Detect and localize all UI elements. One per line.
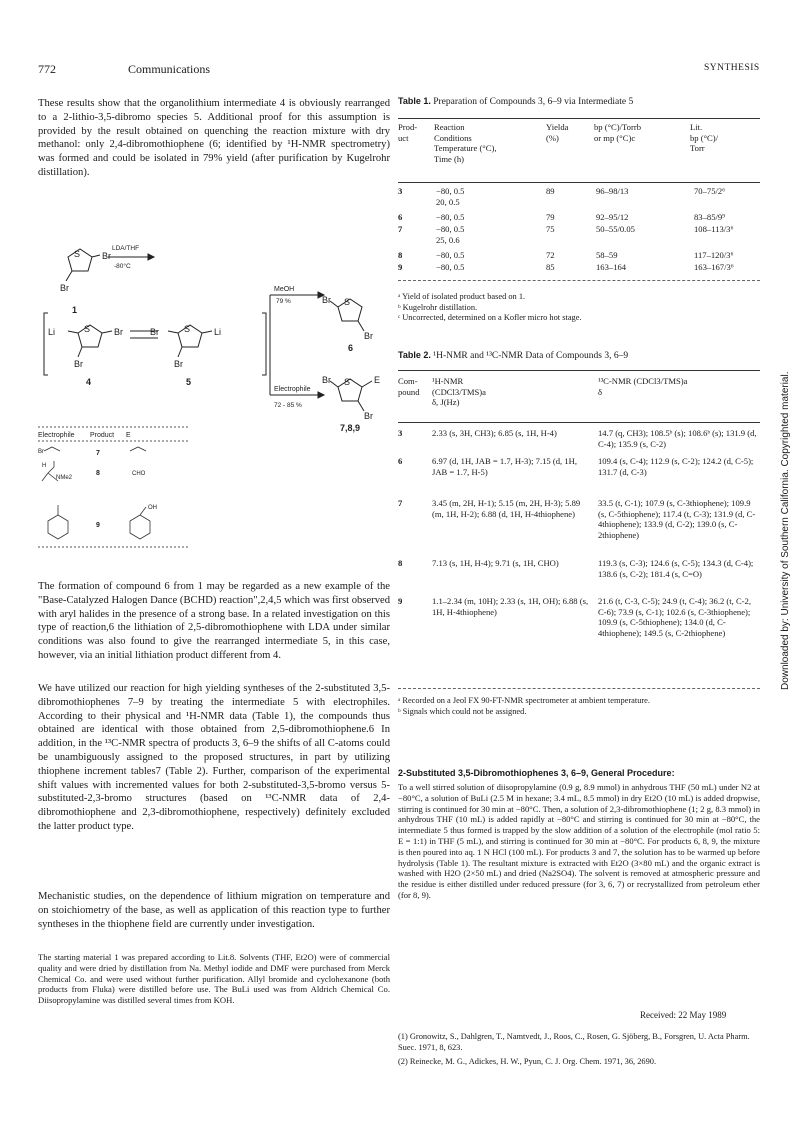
- table1-header-bp: bp (°C)/Torrb or mp (°C)c: [594, 122, 641, 143]
- reference-1: (1) Gronowitz, S., Dahlgren, T., Namtvedt, J., Roos, C., Rosen, G. Sjöberg, B., Forsgren, U. Acta Pharm. Suec. 1971, 8, 623.: [398, 1032, 750, 1052]
- section-title: Communications: [128, 62, 210, 76]
- table1-caption: Table 1. Preparation of Compounds 3, 6–9 via Intermediate 5: [398, 96, 634, 107]
- compound-label-789: 7,8,9: [340, 423, 361, 433]
- svg-text:LDA/THF: LDA/THF: [112, 245, 140, 252]
- reference-2: (2) Reinecke, M. G., Adickes, H. W., Pyun, C. J. Org. Chem. 1971, 36, 2690.: [398, 1057, 657, 1066]
- download-notice: Downloaded by: University of Southern California. Copyrighted material.: [780, 371, 791, 690]
- body-paragraph-2: The formation of compound 6 from 1 may be regarded as a new example of the "Base-Catalyzed Halogen Dance (BCHD) reaction",2,4,5 which was first observed with aryl halides in the presence of a strong base. In a related investigation on this type of reaction,6 the lithiation of 2,5-dibromothiophene with LDA under similar conditions was also found to give the rearranged intermediate 5, in this case, however, via an initial lithiation product different from 4.: [38, 581, 390, 661]
- procedure-heading: 2-Substituted 3,5-Dibromothiophenes 3, 6–9, General Procedure:: [398, 768, 675, 778]
- svg-text:Br: Br: [322, 295, 331, 305]
- reaction-scheme: [38, 235, 390, 555]
- compound-label-1: 1: [72, 305, 78, 315]
- svg-text:H: H: [42, 463, 47, 469]
- svg-text:Br: Br: [60, 283, 69, 293]
- table-row: 8 −80, 0.5 72 58–59 117–120/3⁶: [398, 250, 734, 260]
- references: [398, 1032, 760, 1068]
- svg-text:Br: Br: [364, 331, 373, 341]
- table-row: 7 −80, 0.5 25, 0.6 75 50–55/0.05 108–113/3⁶: [398, 224, 734, 245]
- svg-text:Li: Li: [214, 327, 222, 337]
- table1-header-conditions: Reaction Conditions Temperature (°C), Time (h): [434, 122, 497, 164]
- table-row: 3 −80, 0.5 20, 0.5 89 96–98/13 70–75/2⁶: [398, 186, 726, 207]
- svg-text:S: S: [344, 297, 351, 307]
- compound-label-5: 5: [186, 377, 192, 387]
- table2-header: [398, 376, 760, 416]
- table2-header-compound: Com- pound: [398, 376, 420, 397]
- table-row: 6 −80, 0.5 79 92–95/12 83–85/9⁹: [398, 212, 726, 222]
- compound-label-4: 4: [86, 377, 92, 387]
- svg-text:Li: Li: [48, 327, 56, 337]
- svg-text:MeOH: MeOH: [274, 286, 295, 293]
- body-paragraph-3: We have utilized our reaction for high yielding syntheses of the 2-substituted 3,5-dibromothiophenes 7–9 by treating the intermediate 5 with electrophiles. According to their physical and ¹H-NMR data (Table 1), the compounds thus obtained are identical with those obtained from 2,5-dibromothiophene.6 In addition, in the ¹³C-NMR spectra of products 3, 6–9 the shifts of all C-atoms could be unambiguously assigned to the proposed structures, in part by utilizing thiophene increment tables7 (Table 2). Further, comparison of the experimental shift values with incremented values for both 2-substituted-3,5-bromo versus 5-substituted-2,3-bromo structures (based on ¹³C-NMR data of 2,4-dibromothiophene and 2,3-dibromothiophene, respectively) definitely excluded the latter product type.: [38, 683, 390, 832]
- svg-text:Br: Br: [38, 449, 44, 455]
- page-number: 772: [38, 62, 56, 76]
- table-row: 8 7.13 (s, 1H, H-4); 9.71 (s, 1H, CHO) 119.3 (s, C-3); 124.6 (s, C-5); 134.3 (d, C-4); 138.6 (s, C-2); 181.4 (s, C=O): [398, 558, 754, 579]
- svg-text:9: 9: [96, 522, 100, 529]
- table-row: 3 2.33 (s, 3H, CH3); 6.85 (s, 1H, H-4) 14.7 (q, CH3); 108.5ᵇ (s); 108.6ᵇ (s); 131.9 (d, C-4); 135.9 (s, C-2): [398, 428, 757, 449]
- svg-text:Electrophile: Electrophile: [274, 386, 311, 393]
- table1-header-lit: Lit. bp (°C)/ Torr: [690, 122, 719, 154]
- svg-text:Br: Br: [174, 359, 183, 369]
- svg-text:Br: Br: [150, 327, 159, 337]
- table-row: 7 3.45 (m, 2H, H-1); 5.15 (m, 2H, H-3); 5.89 (m, 1H, H-2); 6.88 (d, 1H, H-4thiophene) 33.5 (t, C-1); 107.9 (s, C-3thiophene); 109.9 (s, C-5thiophene); 117.4 (t, C-3); 131.9 (d, C-4thiophene); 133.9 (d, C-2); 139.0 (s, C-2thiophene): [398, 498, 756, 540]
- table2-header-1h: ¹H-NMR (CDCl3/TMS)a δ, J(Hz): [432, 376, 486, 408]
- svg-text:7: 7: [96, 450, 100, 457]
- table-row: 9 −80, 0.5 85 163–164 163–167/3⁶: [398, 262, 734, 272]
- table2-body: [398, 428, 760, 682]
- body-paragraph-1: These results show that the organolithium intermediate 4 is obviously rearranged to a 2-lithio-3,5-dibromo species 5. Additional proof for this assumption is provided by the result obtained on quenching the reaction mixture with dry methanol: only 2,4-dibromothiophene (6; identified by ¹H-NMR spectrometry) was formed and could be isolated in 79% yield (after purification by Kugelrohr distillation).: [38, 98, 390, 178]
- svg-text:S: S: [344, 377, 351, 387]
- svg-text:-80°C: -80°C: [114, 263, 131, 270]
- svg-text:Br: Br: [74, 359, 83, 369]
- svg-text:Br: Br: [322, 375, 331, 385]
- table-row: 9 1.1–2.34 (m, 10H); 2.33 (s, 1H, OH); 6.88 (s, 1H, H-4thiophene) 21.6 (t, C-3, C-5); 24.9 (t, C-4); 36.2 (t, C-2, C-6); 73.9 (s, C-1); 102.6 (s, C-3thiophene); 109.9 (s, C-5thiophene); 134.0 (d, C-4thiophene); 149.5 (s, C-2thiophene): [398, 596, 752, 638]
- procedure-text: To a well stirred solution of diisopropylamine (0.9 g, 8.9 mmol) in anhydrous THF (50 mL) under N2 at −80°C, a solution of BuLi (2.5 M in hexane; 3.4 mL, 8.5 mmol) in dry Et2O (10 mL) is added dropwise, stirring is continued for 30 min at −80°C. Then, a solution of 2,3-dibromothiophene (1; 2 g, 8.3 mmol) in anhydrous THF (10 mL) is added rapidly at −80°C and stirring is continued for 30 min at −80°C, the intermediate 5 thus formed is trapped by the slow addition of a solution of the electrophile (mol ratio 5: E = 1:1) in THF (5 mL), and stirring is continued for 30 min at −80°C. For products 6, 8, 9, the mixture is then poured into aq. 1 N HCl (100 mL). For products 3 and 7, the solution has to be warmed up before hydrolysis (Table 1). The resultant mixture is extracted with Et2O (3×80 mL) and the organic extract is washed with H2O (2×50 mL) and dried (Na2SO4). The solvent is removed at atmospheric pressure and the residue is either distilled under reduced pressure (for 3, 6, 7) or recrystallized from petroleum ether (for 8, 9).: [398, 782, 760, 900]
- svg-text:Product: Product: [90, 432, 115, 439]
- received-date: Received: 22 May 1989: [640, 1010, 727, 1020]
- table1-header-product: Prod- uct: [398, 122, 418, 143]
- table1-footnotes: ᵃ Yield of isolated product based on 1. ᵇ Kugelrohr distillation. ᶜ Uncorrected, determined on a Kofler micro hot stage.: [398, 292, 582, 322]
- svg-text:Br: Br: [364, 411, 373, 421]
- svg-text:8: 8: [96, 470, 100, 477]
- svg-text:79 %: 79 %: [276, 298, 291, 305]
- svg-text:S: S: [74, 249, 81, 259]
- table1-header: [398, 122, 760, 186]
- svg-text:OH: OH: [148, 505, 157, 511]
- svg-text:E: E: [126, 432, 131, 439]
- svg-text:CHO: CHO: [132, 471, 146, 477]
- table1-header-yield: Yielda (%): [546, 122, 569, 143]
- body-paragraph-4: Mechanistic studies, on the dependence of lithium migration on temperature and on stoichiometry of the base, as well as application of this reaction type to further syntheses in the thiophene field are currently under investigation.: [38, 891, 390, 930]
- svg-text:S: S: [184, 324, 191, 334]
- table1-body: [398, 186, 760, 276]
- svg-text:72 - 85 %: 72 - 85 %: [274, 402, 302, 409]
- svg-text:NMe2: NMe2: [56, 475, 73, 481]
- svg-text:Br: Br: [102, 251, 111, 261]
- table2-header-13c: ¹³C-NMR (CDCl3/TMS)a δ: [598, 376, 688, 397]
- svg-text:S: S: [84, 324, 91, 334]
- svg-text:Br: Br: [114, 327, 123, 337]
- table2-caption: Table 2. ¹H-NMR and ¹³C-NMR Data of Compounds 3, 6–9: [398, 350, 629, 361]
- table-row: 6 6.97 (d, 1H, JAB = 1.7, H-3); 7.15 (d, 1H, JAB = 1.7, H-5) 109.4 (s, C-4); 112.9 (s, C-2); 124.2 (d, C-5); 131.7 (d, C-3): [398, 456, 754, 477]
- experimental-note: The starting material 1 was prepared according to Lit.8. Solvents (THF, Et2O) were of commercial quality and were dried by distillation from Na. Methyl iodide and DMF were purchased from Merck Chemical Co. and were used without further purification. Allyl bromide and cyclohexanone (both products from Fluka) were distilled before use. The BuLi used was from Aldrich Chemical Co. Diisopropylamine was distilled several times from KOH.: [38, 952, 390, 1006]
- svg-text:E: E: [374, 375, 381, 385]
- journal-name: SYNTHESIS: [704, 63, 760, 73]
- compound-label-6: 6: [348, 343, 354, 353]
- svg-text:Electrophile: Electrophile: [38, 432, 75, 439]
- table2-footnotes: ᵃ Recorded on a Jeol FX 90-FT-NMR spectrometer at ambient temperature. ᵇ Signals which could not be assigned.: [398, 696, 650, 716]
